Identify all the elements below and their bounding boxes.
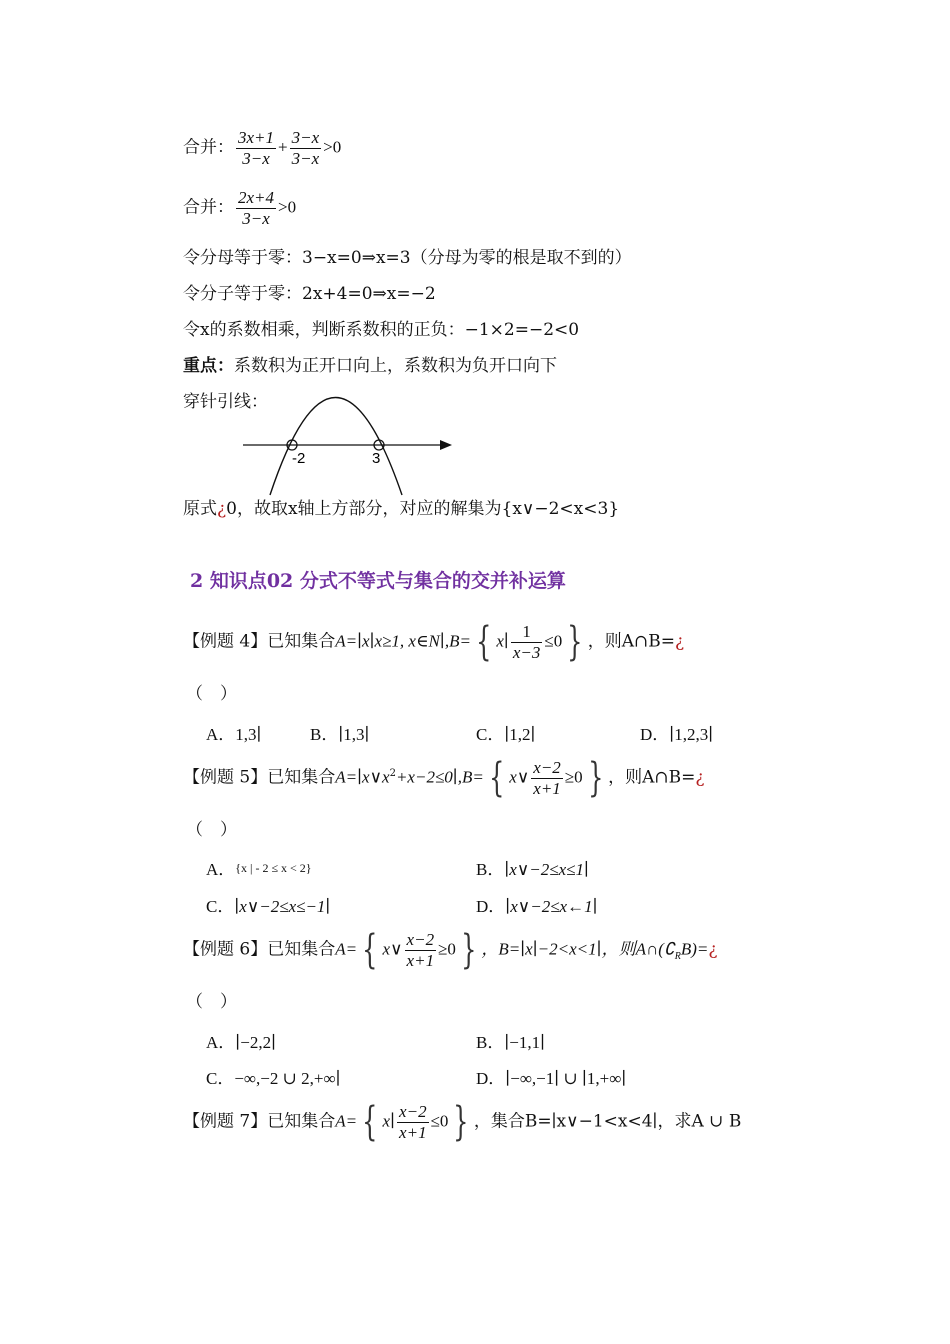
denominator: x+1 [406, 950, 435, 970]
example-tag: 【例题 4】已知集合 [183, 631, 336, 652]
option-value: ∣1,2,3∣ [669, 725, 714, 744]
option-key: A． [206, 725, 236, 744]
fraction-ex5 [531, 758, 563, 798]
ex5-option-b[interactable] [476, 855, 589, 880]
ex5-option-d[interactable] [476, 892, 598, 917]
set-a-definition-rest: +x−2≤0∣,B= [395, 767, 484, 787]
inequality-tail: ≥0 [564, 767, 583, 787]
ex6-option-c[interactable] [206, 1064, 341, 1089]
plus-sign: + [278, 137, 288, 157]
ex5-option-c[interactable] [206, 892, 330, 917]
numerator: 3−x [291, 128, 320, 147]
set-a-label: A= [335, 1111, 358, 1131]
root-label-left: -2 [292, 450, 306, 467]
coefficient-line: 令x的系数相乘，判断系数积的正负：−1×2=−2<0 [183, 320, 580, 340]
example-5-question [183, 755, 705, 802]
option-value: −∞,−2 ∪ 2,+∞∣ [234, 1069, 341, 1088]
option-key: B． [476, 1033, 505, 1052]
example-tag: 【例题 7】已知集合 [183, 1111, 336, 1132]
option-key: D． [476, 1069, 506, 1088]
set-b-variable: x∣ [496, 631, 509, 651]
example-6-question [183, 927, 718, 974]
inequality-tail: >0 [278, 197, 297, 217]
numerator: x−2 [533, 758, 561, 777]
set-b-variable: x∨ [509, 767, 530, 787]
garbled-symbol: ¿ [708, 939, 718, 960]
question-after: ，则A∩B= [587, 631, 675, 652]
inequality-tail: ≤0 [430, 1111, 449, 1131]
example-7-question [183, 1099, 742, 1146]
option-key: C． [476, 725, 505, 744]
example-6-paren: （ ） [186, 992, 237, 1012]
garbled-symbol: ¿ [674, 631, 685, 652]
option-key: B． [310, 725, 339, 744]
brace-close: } [453, 1099, 469, 1146]
option-value: ∣1,3∣ [338, 725, 370, 744]
denominator: 3−x [242, 208, 270, 228]
set-a-label: A= [335, 939, 358, 959]
option-value: ∣x∨−2≤x←1∣ [505, 897, 598, 916]
numerator: x−2 [399, 1102, 427, 1121]
key-point-line [183, 356, 557, 376]
example-tag: 【例题 5】已知集合 [183, 767, 336, 788]
combine-line-1 [183, 128, 341, 168]
option-value: ∣x∨−2≤x≤−1∣ [234, 897, 331, 916]
fraction-3 [236, 188, 276, 228]
numerator: 3x+1 [238, 128, 275, 147]
option-key: D． [476, 897, 506, 916]
question-end: B)= [680, 939, 709, 959]
denominator: x−3 [512, 642, 541, 662]
option-value: ∣−2,2∣ [235, 1033, 277, 1052]
option-value: ∣x∨−2≤x≤1∣ [504, 860, 589, 879]
set-a-variable: x∨ [382, 939, 403, 959]
parabola-curve [270, 398, 402, 496]
garbled-symbol: ¿ [695, 767, 705, 788]
numerator: 1 [511, 622, 543, 643]
section-heading: 2 知识点02 分式不等式与集合的交并补运算 [190, 570, 566, 592]
ex5-option-a[interactable] [206, 855, 312, 880]
set-a-definition: A=∣x∣x≥1, x∈N∣,B= [335, 631, 471, 651]
option-key: C． [206, 897, 235, 916]
complement-subscript: R [674, 950, 681, 962]
question-rest: ，集合B=∣x∨−1<x<4∣，求A ∪ B [473, 1111, 742, 1132]
ex4-option-a[interactable] [206, 720, 261, 745]
brace-open: { [362, 1099, 378, 1146]
denominator: 3−x [242, 148, 270, 168]
ex4-option-b[interactable] [310, 720, 370, 745]
option-value: ∣1,2∣ [504, 725, 536, 744]
exponent: 2 [389, 767, 396, 779]
numerator: 2x+4 [238, 188, 275, 207]
option-key: A． [206, 1033, 236, 1052]
denominator-zero-line: 令分母等于零：3−x=0⇒x=3（分母为零的根是取不到的） [183, 248, 632, 268]
option-value: {x | - 2 ≤ x < 2} [235, 861, 312, 875]
example-4-question [183, 619, 685, 666]
option-value: 1,3∣ [235, 725, 262, 744]
fraction-ex6 [405, 930, 437, 970]
option-value: ∣−1,1∣ [504, 1033, 546, 1052]
question-after: ，则A∩B= [608, 767, 696, 788]
brace-close: } [567, 619, 583, 666]
fraction-1 [236, 128, 276, 168]
fraction-ex7 [397, 1102, 429, 1142]
option-key: C． [206, 1069, 235, 1088]
key-point-text: 系数积为正开口向上，系数积为负开口向下 [234, 356, 557, 376]
line-label: 合并： [183, 137, 234, 158]
garbled-symbol: ¿ [217, 499, 227, 519]
axis-arrow-icon [440, 440, 452, 450]
ex4-option-d[interactable] [640, 720, 713, 745]
set-b-definition: ，B=∣x∣−2<x<1∣，则A∩( [481, 939, 664, 959]
set-a-definition: A=∣x∨x [335, 767, 390, 787]
ex6-option-a[interactable] [206, 1028, 276, 1053]
denominator: 3−x [291, 148, 320, 168]
denominator: x+1 [399, 1122, 427, 1142]
set-a-variable: x∣ [382, 1111, 396, 1131]
numerator: x−2 [406, 930, 435, 949]
example-4-paren: （ ） [186, 684, 237, 704]
brace-close: } [587, 755, 604, 802]
brace-open: { [476, 619, 492, 666]
option-key: B． [476, 860, 505, 879]
denominator: x+1 [533, 778, 561, 798]
parabola-diagram [230, 385, 470, 505]
solution-text: 0，故取x轴上方部分，对应的解集为{x∨−2<x<3} [226, 499, 620, 519]
inequality-tail: >0 [323, 137, 342, 157]
option-key: D． [640, 725, 670, 744]
inequality-tail: ≥0 [438, 939, 456, 959]
fraction-ex4 [511, 622, 543, 662]
option-key: A． [206, 860, 236, 879]
brace-close: } [461, 927, 477, 974]
brace-open: { [362, 927, 378, 974]
line-label: 合并： [183, 197, 234, 218]
example-5-paren: （ ） [186, 820, 237, 840]
option-value: ∣−∞,−1∣ ∪ ∣1,+∞∣ [505, 1069, 627, 1088]
complement-symbol: ∁ [663, 939, 675, 959]
solution-prefix: 原式 [183, 499, 217, 519]
brace-open: { [488, 755, 505, 802]
key-point-label: 重点： [183, 356, 234, 376]
threading-line: 穿针引线： [183, 392, 268, 412]
solution-line [183, 499, 619, 519]
inequality-tail: ≤0 [544, 631, 563, 651]
numerator-zero-line: 令分子等于零：2x+4=0⇒x=−2 [183, 284, 436, 304]
example-tag: 【例题 6】已知集合 [183, 939, 336, 960]
ex6-option-b[interactable] [476, 1028, 545, 1053]
ex6-option-d[interactable] [476, 1064, 626, 1089]
fraction-2 [290, 128, 322, 168]
combine-line-2 [183, 188, 296, 228]
root-label-right: 3 [372, 450, 381, 467]
ex4-option-c[interactable] [476, 720, 536, 745]
